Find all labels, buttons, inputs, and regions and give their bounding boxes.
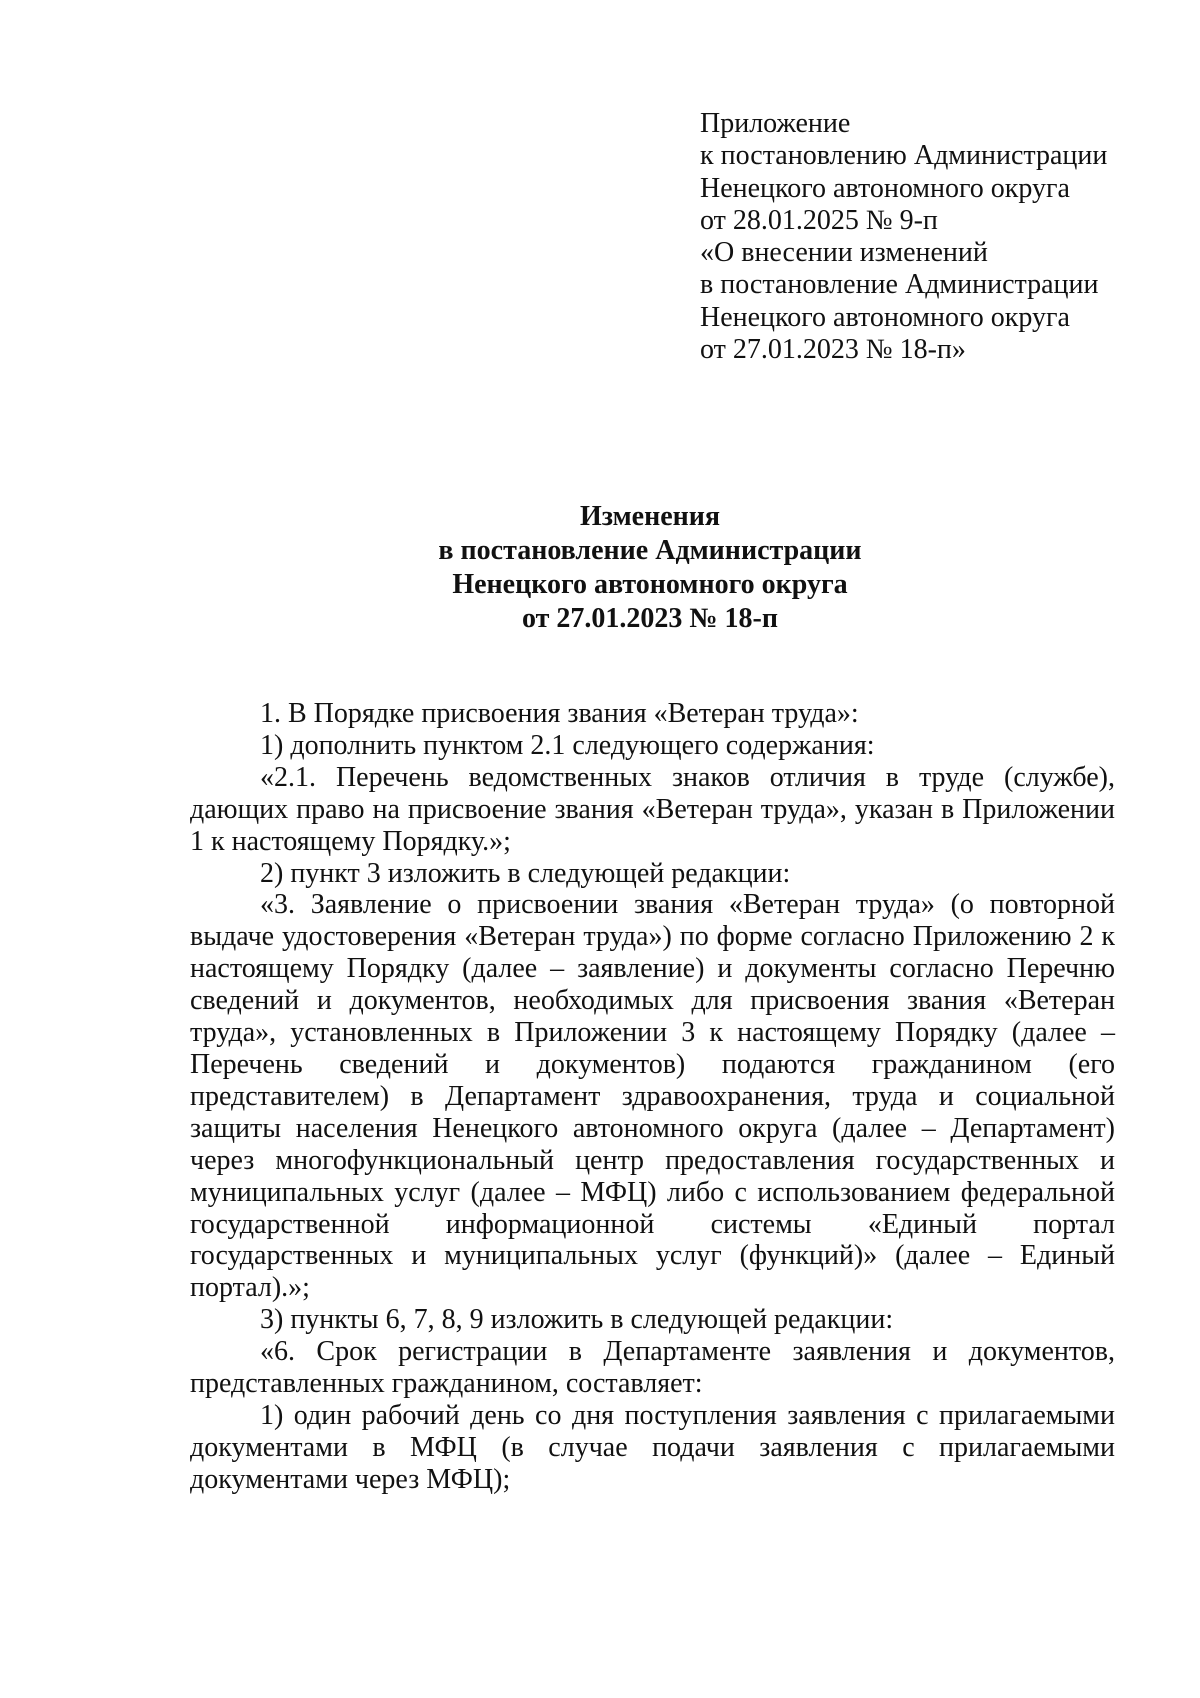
paragraph: 1. В Порядке присвоения звания «Ветеран труда»: — [260, 698, 859, 729]
paragraph: «6. Срок регистрации в Департаменте заявления и документов, представленных гражданином, составляет: — [190, 1336, 1115, 1400]
appendix-block — [700, 108, 1170, 366]
title-line: в постановление Администрации — [438, 535, 862, 566]
paragraph: 1) один рабочий день со дня поступления заявления с прилагаемыми документами в МФЦ (в случае подачи заявления с прилагаемыми документами через МФЦ); — [190, 1399, 1115, 1495]
appendix-line: Приложение — [700, 108, 851, 139]
appendix-line: «О внесении изменений — [700, 237, 988, 269]
document-body — [190, 698, 1115, 1496]
appendix-line: Ненецкого автономного округа — [700, 301, 1070, 333]
document-title — [190, 500, 1110, 636]
paragraph: 3) пункты 6, 7, 8, 9 изложить в следующей редакции: — [260, 1304, 894, 1336]
title-line: Изменения — [579, 501, 721, 532]
appendix-line: в постановление Администрации — [700, 269, 1099, 301]
paragraph: 1) дополнить пунктом 2.1 следующего содержания: — [260, 729, 875, 761]
appendix-line: от 28.01.2025 № 9-п — [700, 204, 938, 236]
appendix-line: от 27.01.2023 № 18-п» — [700, 334, 966, 366]
paragraph: 2) пункт 3 изложить в следующей редакции: — [260, 857, 791, 889]
paragraph: «2.1. Перечень ведомственных знаков отличия в труде (службе), дающих право на присвоение звания «Ветеран труда», указан в Приложении 1 к настоящему Порядку.»; — [190, 761, 1115, 857]
appendix-line: Ненецкого автономного округа — [700, 172, 1070, 204]
paragraph: «3. Заявление о присвоении звания «Ветеран труда» (о повторной выдаче удостоверения «Ветеран труда») по форме согласно Приложению 2 к настоящему Порядку (далее – заявление) и документы согласно Перечню сведений и документов, необходимых для присвоения звания «Ветеран труда», установленных в Приложении 3 к настоящему Порядку (далее – Перечень сведений и документов) подаются гражданином (его представителем) в Департамент здравоохранения, труда и социальной защиты населения Ненецкого автономного округа (далее – Департамент) через многофункциональный центр предоставления государственных и муниципальных услуг (далее – МФЦ) либо с использованием федеральной государственной информационной системы «Единый портал государственных и муниципальных услуг (функций)» (далее – Единый портал).»; — [190, 889, 1115, 1304]
appendix-line: к постановлению Администрации — [700, 140, 1108, 172]
title-line: Ненецкого автономного округа — [452, 569, 848, 600]
title-line: от 27.01.2023 № 18-п — [522, 603, 778, 634]
